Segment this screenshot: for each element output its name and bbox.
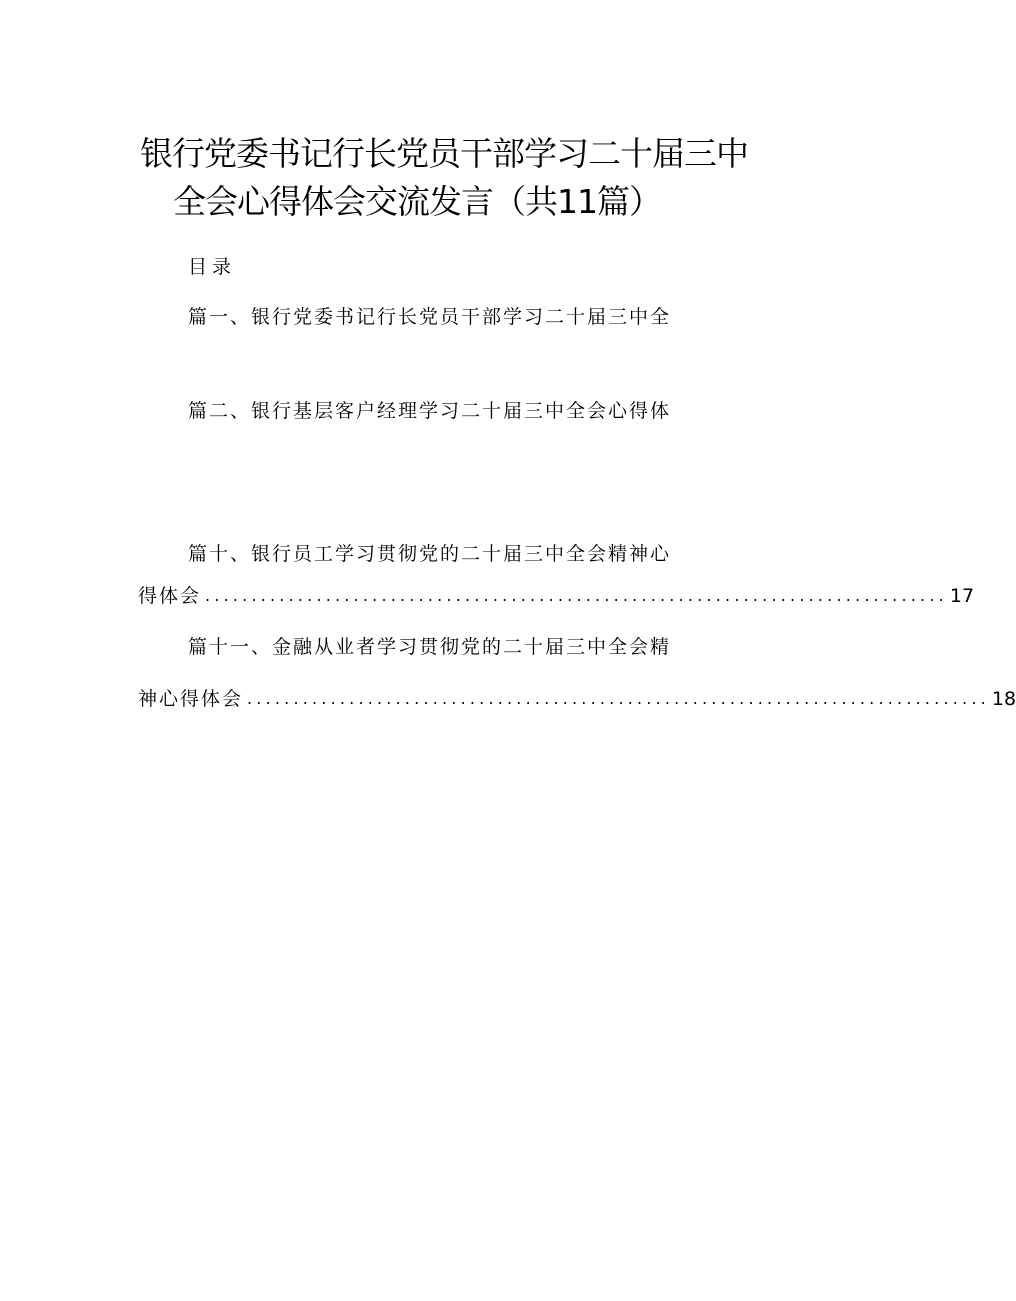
dot-leader: ................................................................................ <box>247 689 990 708</box>
toc-entry-2-text: 篇二、银行基层客户经理学习二十届三中全会心得体 <box>188 400 672 422</box>
toc-entry-11-page-number: 18 <box>991 688 1016 710</box>
toc-entry-11-text: 篇十一、金融从业者学习贯彻党的二十届三中全会精 <box>188 636 672 658</box>
toc-entry-10-text: 篇十、银行员工学习贯彻党的二十届三中全会精神心 <box>188 543 672 565</box>
toc-entry-10-continuation-text: 得体会 <box>138 585 202 607</box>
document-title-line-1: 银行党委书记行长党员干部学习二十届三中 <box>140 134 748 173</box>
toc-entry-10-page-number: 17 <box>949 585 975 607</box>
dot-leader: ................................................................................ <box>205 586 948 605</box>
document-title <box>140 130 820 226</box>
toc-entry-2[interactable] <box>188 397 671 425</box>
toc-heading: 目录 <box>188 256 237 278</box>
toc-entry-11-continuation[interactable] <box>138 685 1016 713</box>
toc-entry-1-text: 篇一、银行党委书记行长党员干部学习二十届三中全 <box>188 306 672 328</box>
toc-entry-11[interactable] <box>188 633 671 661</box>
toc-entry-10-continuation[interactable] <box>138 582 975 610</box>
toc-entry-1[interactable] <box>188 303 671 331</box>
toc-entry-11-continuation-text: 神心得体会 <box>138 688 244 710</box>
document-title-line-2: 全会心得体会交流发言（共11篇） <box>173 182 661 221</box>
toc-entry-10[interactable] <box>188 540 671 568</box>
